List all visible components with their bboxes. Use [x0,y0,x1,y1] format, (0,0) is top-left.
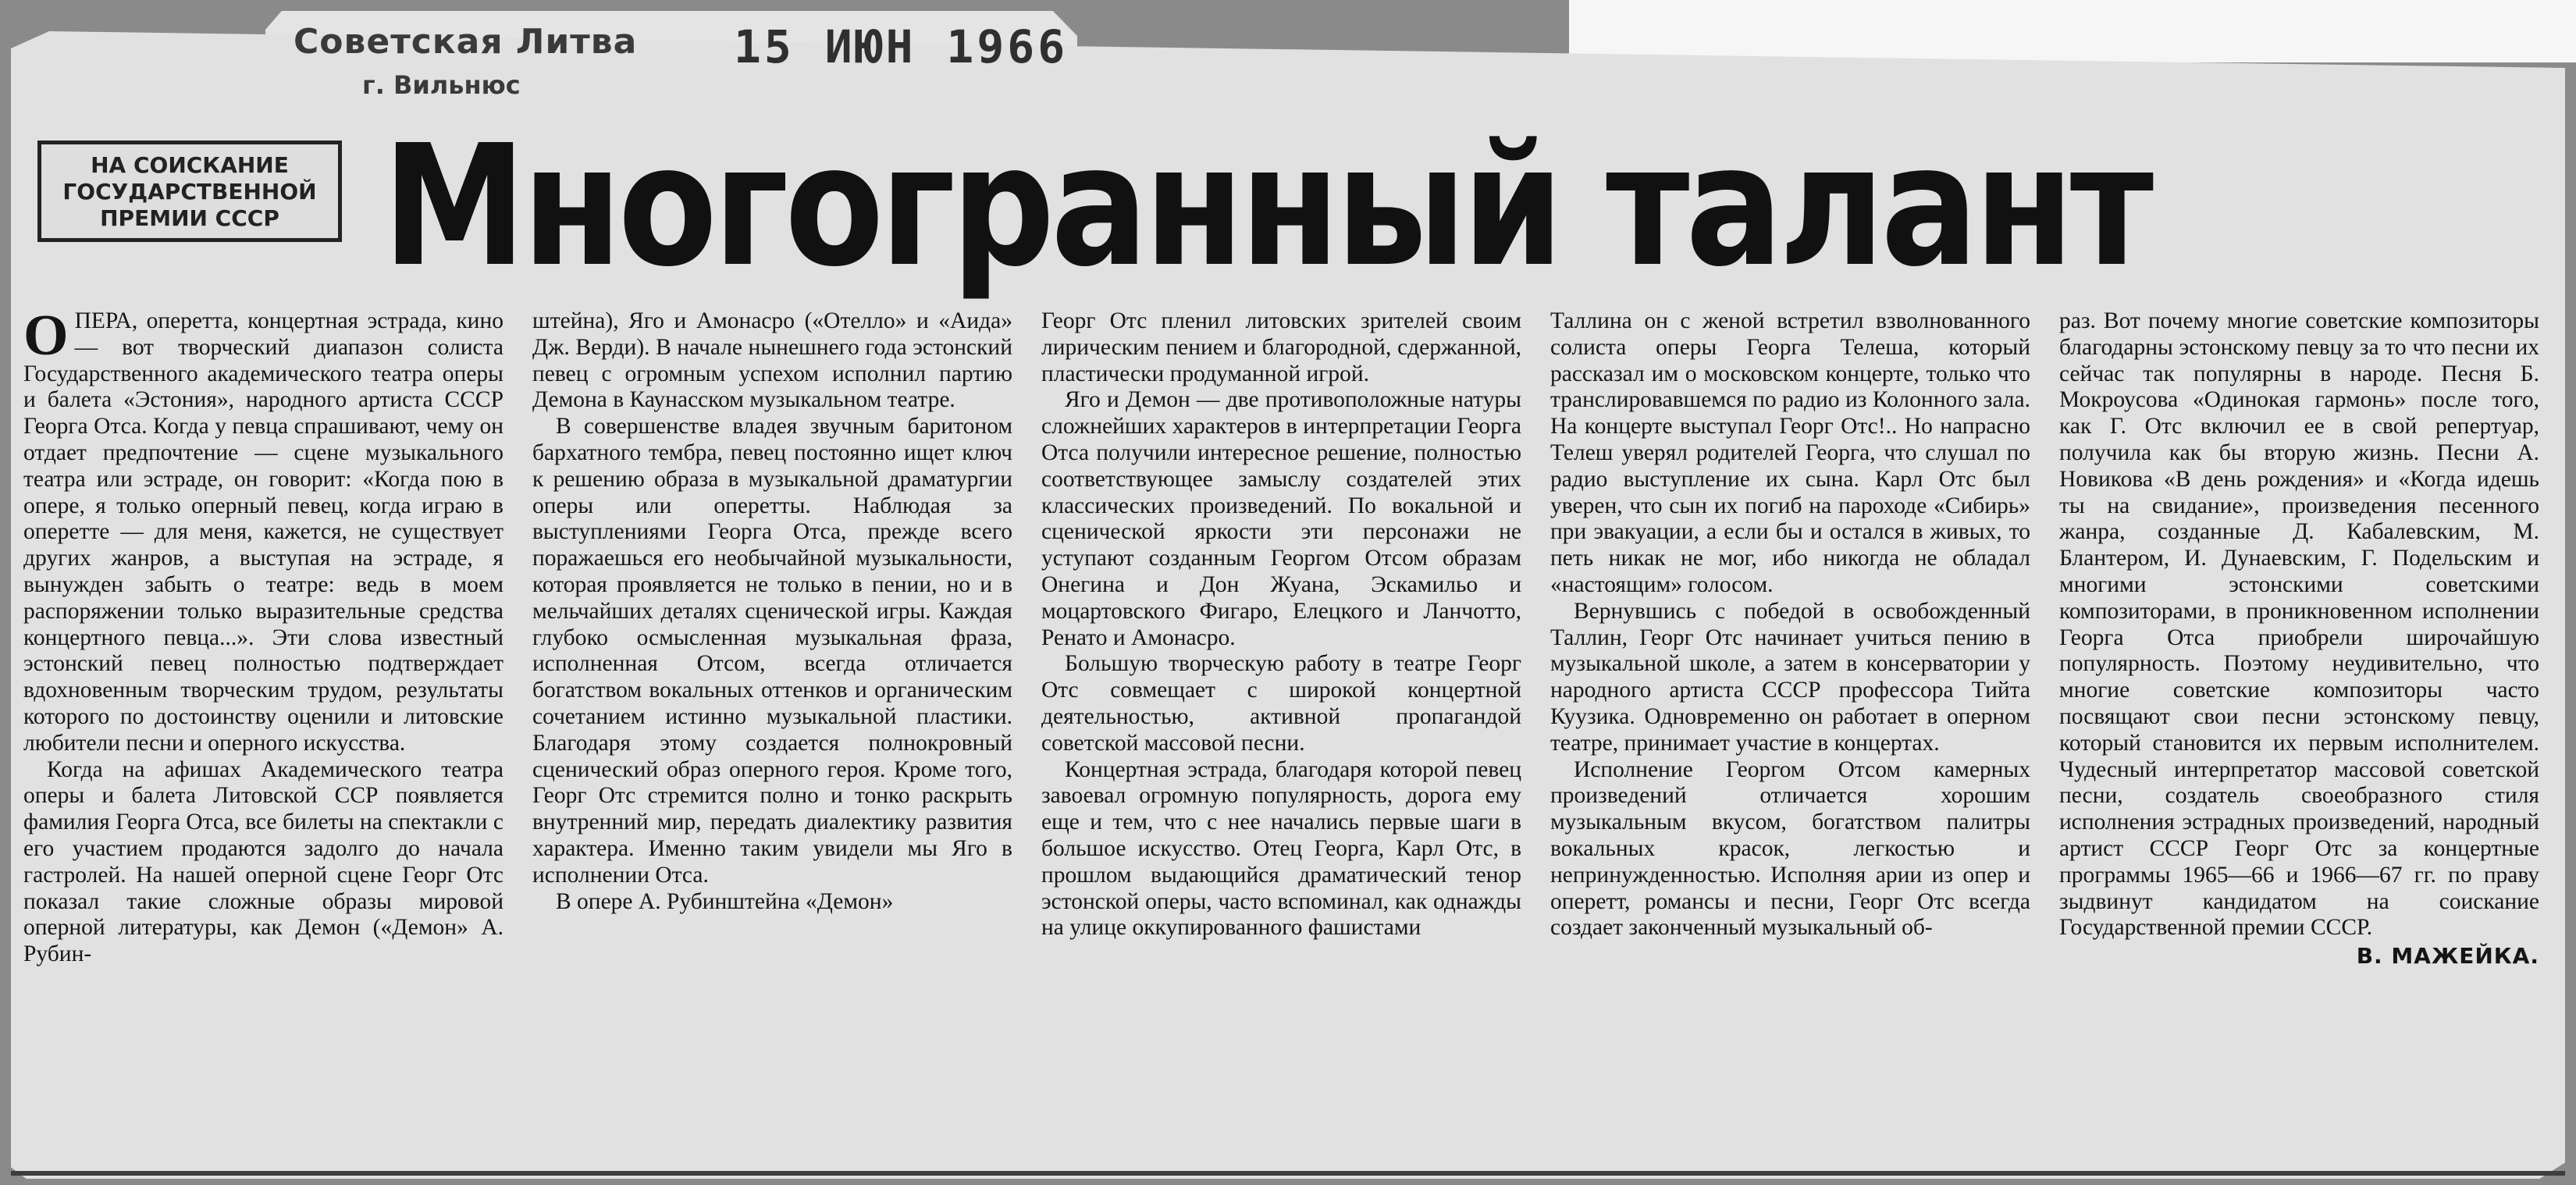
paragraph: В опере А. Рубинштейна «Демон» [556,888,894,914]
city-stamp: г. Вильнюс [362,70,521,100]
paragraph: Вернувшись с победой в освобожденный Таллин, Георг Отс начинает учиться пению в музыкальной школе, а затем в консерватории у народного артиста СССР профессора Тийта Куузика. Одновременно он работает в оперном театре, принимает участие в концертах. [1550,598,2030,756]
paragraph [23,308,503,757]
paragraph: Когда на афишах Академического театра оперы и балета Литовской ССР появляется фамилия Георга Отса, все билеты на спектакли с его участием продаются задолго до начала гастролей. На нашей оперной сцене Георг Отс показал такие сложные образы мировой оперной литературы, как Демон («Демон» А. Рубин- [23,756,503,967]
drop-cap: О [23,308,69,368]
rubric-line: ГОСУДАРСТВЕННОЙ [62,179,317,205]
article-column-5 [2059,308,2539,1155]
article-column-2 [532,308,1012,1155]
paragraph-text: ПЕРА, оперетта, концертная эстрада, кино — вот творческий диапазон солиста Государственного академического театра оперы и балета «Эстония», народного артиста СССР Георга Отса. Когда у певца спрашивают, чему он отдает предпочтение — сцене музыкального театра или эстраде, он говорит: «Когда пою в опере, я только оперный певец, когда играю в оперетте — для меня, кажется, не существует других жанров, а выступая на эстраде, я вынужден забыть о театре: ведь в моем распоряжении только выразительные средства концертного певца...». Эти слова известный эстонский певец полностью подтверждает вдохновенным творческим трудом, результаты которого по достоинству оценили и литовские любители песни и оперного искусства. [23,308,503,756]
article-body [23,308,2545,1155]
rubric-line: ПРЕМИИ СССР [100,205,279,231]
paragraph: раз. Вот почему многие советские композиторы благодарны эстонскому певцу за то что песни их сейчас так популярны в народе. Песня Б. Мокроусова «Одинокая гармонь» после того, как Г. Отс включил ее в свой репертуар, получила как бы вторую жизнь. Песни А. Новикова «В день рождения» и «Когда идешь ты на свидание», произведения песенного жанра, созданные Д. Кабалевским, М. Блантером, И. Дунаевским, Г. Подельским и многими эстонскими советскими композиторами, в проникновенном исполнении Георга Отса приобрели широчайшую популярность. Поэтому неудивительно, что многие советские композиторы часто посвящают свои песни эстонскому певцу, который становится их первым исполнителем. Чудесный интерпретатор массовой советской песни, создатель своеобразного стиля исполнения эстрадных произведений, народный артист СССР Георг Отс за концертные программы 1965—66 и 1966—67 гг. по праву зыдвинут кандидатом на соискание Государственной премии СССР. [2059,308,2539,941]
paragraph: штейна), Яго и Амонасро («Отелло» и «Аида» Дж. Верди). В начале нынешнего года эстонский певец с огромным успехом исполнил партию Демона в Каунасском музыкальном театре. [532,308,1012,413]
headline: Многогранный талант [382,109,2150,304]
date-stamp: 15 ИЮН 1966 [734,20,1069,73]
paragraph: Таллина он с женой встретил взволнованного солиста оперы Георга Телеша, который рассказал им о московском концерте, только что транслировавшемся по радио из Колонного зала. На концерте выступал Георг Отс!.. Но напрасно Телеш уверял родителей Георга, что слушал по радио выступление их сына. Карл Отс был уверен, что сын их погиб на пароходе «Сибирь» при эвакуации, а если бы и остался в живых, то петь никак не мог, ибо никогда не обладал «настоящим» голосом. [1550,308,2030,597]
paragraph: Яго и Демон — две противоположные натуры сложнейших характеров в интерпретации Георга Отса получили интересное решение, полностью соответствующее замыслу создателей этих классических произведений. По вокальной и сценической яркости эти персонажи не уступают созданным Георгом Отсом образам Онегина и Дон Жуана, Эскамильо и моцартовского Фигаро, Елецкого и Ланчотто, Ренато и Амонасро. [1041,387,1521,650]
paragraph: Георг Отс пленил литовских зрителей своим лирическим пением и благородной, сдержанной, пластически продуманной игрой. [1041,308,1521,386]
background-strip [1569,0,2576,62]
author-signature: В. МАЖЕЙКА. [2356,943,2539,970]
paragraph: В совершенстве владея звучным баритоном бархатного тембра, певец постоянно ищет ключ к решению образа в музыкальной драматургии оперы или оперетты. Наблюдая за выступлениями Георга Отса, прежде всего поражаешься его необычайной музыкальности, которая проявляется не только в пении, но и в мельчайших деталях сценической игры. Каждая глубоко осмысленная музыкальная фраза, исполненная Отсом, всегда отличается богатством вокальных оттенков и органическим сочетанием истинно музыкальной пластики. Благодаря этому создается полнокровный сценический образ оперного героя. Кроме того, Георг Отс стремится полно и тонко раскрыть внутренний мир, передать диалектику развития характера. Именно таким увидели мы Яго в исполнении Отса. [532,414,1012,888]
source-stamp: Советская Литва [294,22,638,62]
rubric-line: НА СОИСКАНИЕ [91,152,289,178]
rubric-box [37,141,342,242]
article-column-4 [1550,308,2030,1155]
bottom-border [11,1171,2565,1176]
article-column-3 [1041,308,1521,1155]
article-column-1 [23,308,503,1155]
paragraph: Исполнение Георгом Отсом камерных произведений отличается хорошим музыкальным вкусом, богатством палитры вокальных красок, легкостью и непринужденностью. Исполняя арии из опер и оперетт, романсы и песни, Георг Отс всегда создает законченный музыкальный об- [1550,756,2030,941]
paragraph: Большую творческую работу в театре Георг Отс совмещает с широкой концертной деятельностью, активной пропагандой советской массовой песни. [1041,651,1521,756]
paragraph: Концертная эстрада, благодаря которой певец завоевал огромную популярность, дорога ему еще и тем, что с нее начались первые шаги в большое искусство. Отец Георга, Карл Отс, в прошлом выдающийся драматический тенор эстонской оперы, часто вспоминал, как однажды на улице оккупированного фашистами [1041,756,1521,941]
